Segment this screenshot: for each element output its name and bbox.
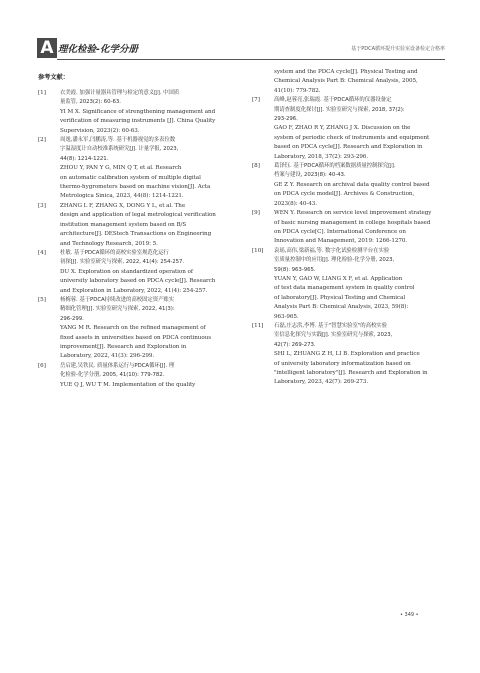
reference-line: YUE Q J, WU T M. Implementation of the quality xyxy=(60,381,196,388)
reference-entry xyxy=(252,247,442,322)
reference-line: WEN Y. Research on service level improvement strategy xyxy=(274,210,432,217)
reference-line: and Technology Research, 2019: 5. xyxy=(60,240,158,247)
reference-number xyxy=(252,68,274,96)
reference-line: 岳启建,吴铁民. 质量体系运行与PDCA循环[J]. 理 xyxy=(60,362,175,369)
reference-line: Supervision, 2023(2): 60-63. xyxy=(60,127,140,134)
reference-entry xyxy=(252,68,442,96)
reference-line: of test data management system in quality control xyxy=(274,285,415,292)
reference-line: Innovation and Management, 2019: 1266-1270. xyxy=(274,238,408,245)
reference-line: 期请查制度化探讨[J]. 实验室研究与探索, 2018, 37(2): xyxy=(274,106,405,113)
reference-line: 42(7): 269-273. xyxy=(274,341,316,348)
reference-line: verification of measuring instruments [J]. China Quality xyxy=(60,118,216,125)
reference-line: design and application of legal metrological verification xyxy=(60,212,216,219)
reference-line: 葛泽钰. 基于PDCA循环的档案数据质量控制探究[J]. xyxy=(274,163,396,170)
reference-line: fixed assets in universities based on PDCA continuous xyxy=(60,334,212,341)
reference-entry xyxy=(252,96,442,162)
reference-line: university laboratory based on PDCA cycle[J]. Research xyxy=(60,278,216,285)
reference-line: GAO F, ZHAO R Y, ZHANG J X. Discussion on the xyxy=(274,125,411,132)
reference-entry xyxy=(252,322,442,388)
reference-line: thermo-hygrometers based on machine vision[J]. Acta xyxy=(60,184,211,191)
reference-entry xyxy=(252,209,442,247)
reference-line: 杜敏. 基于PDCA循环的高校实验室规范化运行 xyxy=(60,249,169,256)
journal-logo: A xyxy=(37,38,57,58)
reference-line: system of periodic check of instruments and equipment xyxy=(274,134,430,141)
reference-line: ZHOU Y, PAN Y G, MIN Q T, et al. Research xyxy=(60,165,182,172)
reference-text xyxy=(274,247,442,322)
reference-number: [4] xyxy=(38,249,46,256)
reference-line: Analysis Part B: Chemical Analysis, 2023, 59(8): xyxy=(274,304,409,311)
reference-line: 周逸,潘永军,闫鹏涛,等. 基于机器视觉的多表位数 xyxy=(60,137,176,144)
reference-text xyxy=(274,96,442,162)
page-number: • 349 • xyxy=(400,612,419,618)
page-header xyxy=(37,38,445,60)
reference-number: [7] xyxy=(252,97,260,104)
reference-entry xyxy=(38,249,228,296)
reference-number: [11] xyxy=(252,322,264,329)
reference-line: Chemical Analysis Part B: Chemical Analysis, 2005, xyxy=(274,78,418,85)
reference-line: 59(8): 963-965. xyxy=(274,266,316,273)
reference-line: 袁瑶,高伟,梁新福,等. 数字化试验检测平台在实验 xyxy=(274,247,390,254)
reference-number: [2] xyxy=(38,137,46,144)
reference-text xyxy=(60,362,228,390)
reference-entry xyxy=(252,162,442,209)
reference-line: 高峰,赵蓉亮,张瑞霞. 基于PDCA循环的仪器设备定 xyxy=(274,97,392,104)
reference-line: 296-299. xyxy=(60,315,84,322)
reference-line: architecture[J]. DEStech Transactions on Engineering xyxy=(60,231,212,238)
reference-number: [5] xyxy=(38,296,46,303)
reference-line: 量监管, 2023(2): 60-63. xyxy=(60,99,121,106)
reference-entry xyxy=(38,89,228,136)
reference-entry xyxy=(38,296,228,362)
reference-number: [1] xyxy=(38,90,46,96)
reference-line: improvement[J]. Research and Exploration in xyxy=(60,343,187,350)
reference-line: 化检验-化学分册, 2005, 41(10): 779-782. xyxy=(60,372,165,379)
reference-number: [8] xyxy=(252,163,260,170)
reference-line: 293-296. xyxy=(274,116,298,123)
references-left-column xyxy=(38,72,228,390)
reference-line: Laboratory, 2018, 37(2): 293-296. xyxy=(274,153,369,160)
reference-line: 2023(8): 40-43. xyxy=(274,200,317,207)
reference-number: [6] xyxy=(38,362,46,369)
reference-entry xyxy=(38,202,228,249)
reference-line: 精细化管理[J]. 实验室研究与探索, 2022, 41(3): xyxy=(60,306,175,313)
reference-text xyxy=(274,322,442,388)
reference-line: institution management system based on B/S xyxy=(60,221,187,228)
reference-text xyxy=(274,162,442,209)
reference-line: on automatic calibration system of multiple digital xyxy=(60,174,201,181)
reference-line: of basic nursing management in college hospitals based xyxy=(274,219,431,226)
reference-line: 石磊,庄志洪,李博. 基于"智慧实验室"的高校实验 xyxy=(274,322,387,329)
reference-entry xyxy=(38,362,228,390)
reference-line: 室质量控制中的应用[J]. 理化检验-化学分册, 2023, xyxy=(274,257,395,264)
reference-text xyxy=(60,89,228,136)
references-right-column xyxy=(252,68,442,388)
header-rule xyxy=(57,59,445,60)
reference-text xyxy=(60,249,228,296)
reference-line: of laboratory[J]. Physical Testing and Chemical xyxy=(274,294,406,301)
reference-line: 41(10): 779-782. xyxy=(274,87,321,94)
reference-line: DU X. Exploration on standardized operation of xyxy=(60,268,193,275)
reference-line: 杨梅蓉. 基于PDCA持续改进的高校固定资产账实 xyxy=(60,296,175,303)
reference-text xyxy=(274,68,442,96)
reference-line: YANG M R. Research on the refined management of xyxy=(60,325,206,332)
reference-line: SHI L, ZHUANG Z H, LI B. Exploration and practice xyxy=(274,351,420,358)
reference-line: YUAN Y, GAO W, LIANG X F, et al. Application xyxy=(274,275,403,282)
reference-line: on PDCA cycle[C]. International Conference on xyxy=(274,228,406,235)
reference-line: "intelligent laboratory"[J]. Research and Exploration in xyxy=(274,370,428,376)
reference-number: [3] xyxy=(38,202,46,209)
reference-line: Laboratory, 2022, 41(3): 296-299. xyxy=(60,353,155,360)
reference-line: 室信息化探究与实践[J]. 实验室研究与探索, 2023, xyxy=(274,332,393,339)
reference-text xyxy=(60,296,228,362)
reference-entry xyxy=(38,136,228,202)
reference-line: 档案与建设, 2023(8): 40-43. xyxy=(274,172,346,179)
reference-line: ZHANG L F, ZHANG X, DONG Y L, et al. The xyxy=(60,202,186,209)
reference-line: YI M X. Significance of strengthening management and xyxy=(60,108,216,115)
reference-line: 44(8): 1214-1221. xyxy=(60,155,109,162)
reference-line: system and the PDCA cycle[J]. Physical Testing and xyxy=(274,69,418,75)
reference-line: on PDCA cycle model[J]. Archives & Construction, xyxy=(274,191,415,198)
reference-line: of university laboratory informatization based on xyxy=(274,360,411,367)
reference-text xyxy=(274,209,442,247)
reference-line: Metrologica Sinica, 2023, 44(8): 1214-1221. xyxy=(60,193,184,200)
references-heading: 参考文献： xyxy=(38,74,69,81)
reference-line: 字温湿度计自动校准系统研究[J]. 计量学报, 2023, xyxy=(60,146,179,153)
reference-text xyxy=(60,202,228,249)
reference-line: Laboratory, 2023, 42(7): 269-273. xyxy=(274,379,369,386)
reference-line: 963-965. xyxy=(274,313,299,320)
reference-line: GE Z Y. Research on archival data quality control based xyxy=(274,181,430,188)
reference-line: 衣美霞. 加强计量器具管理与检定的意义[J]. 中国质 xyxy=(60,90,180,96)
reference-line: and Exploration in Laboratory, 2022, 41(4): 254-257. xyxy=(60,287,208,294)
reference-number: [10] xyxy=(252,247,264,254)
running-title: 基于PDCA循环提升实验室设备检定合格率 xyxy=(351,46,445,52)
reference-line: based on PDCA cycle[J]. Research and Exploration in xyxy=(274,144,423,151)
reference-number: [9] xyxy=(252,210,260,217)
reference-text xyxy=(60,136,228,202)
reference-line: 初探[J]. 实验室研究与探索, 2022, 41(4): 254-257. xyxy=(60,259,185,266)
journal-name: 理化检验-化学分册 xyxy=(58,44,138,55)
